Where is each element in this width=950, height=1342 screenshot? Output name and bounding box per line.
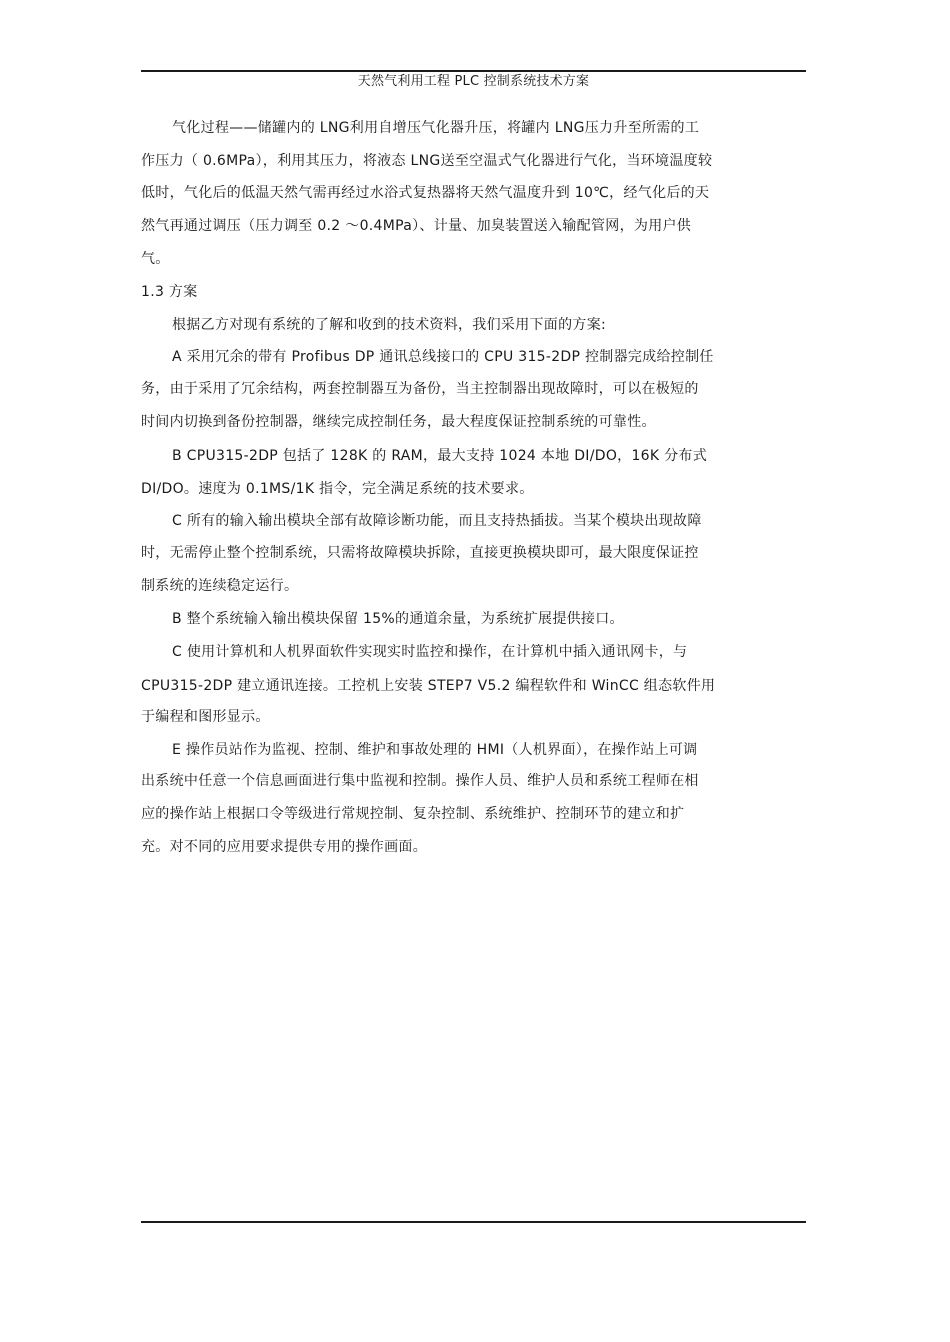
text-line: CPU315-2DP 建立通讯连接。工控机上安装 STEP7 V5.2 编程软件和 WinCC 组态软件用 [141, 678, 716, 694]
text-line: E 操作员站作为监视、控制、维护和事故处理的 HMI（人机界面），在操作站上可调 [172, 742, 698, 758]
text-line: 时，无需停止整个控制系统，只需将故障模块拆除，直接更换模块即可，最大限度保证控 [141, 545, 699, 561]
text-line: 出系统中任意一个信息画面进行集中监视和控制。操作人员、维护人员和系统工程师在相 [141, 773, 699, 789]
footer-rule [141, 1221, 806, 1223]
text-line: 气化过程——储罐内的 LNG利用自增压气化器升压，将罐内 LNG压力升至所需的工 [172, 120, 700, 136]
text-line: C 使用计算机和人机界面软件实现实时监控和操作，在计算机中插入通讯网卡，与 [172, 644, 688, 660]
page-header: 天然气利用工程 PLC 控制系统技术方案 [357, 74, 590, 89]
text-line: 根据乙方对现有系统的了解和收到的技术资料，我们采用下面的方案: [172, 317, 607, 333]
text-line: A 采用冗余的带有 Profibus DP 通讯总线接口的 CPU 315-2DP 控制器完成给控制任 [172, 349, 714, 365]
text-line: 时间内切换到备份控制器，继续完成控制任务，最大程度保证控制系统的可靠性。 [141, 414, 656, 430]
header-rule [141, 70, 806, 72]
text-line: 作压力（ 0.6MPa），利用其压力，将液态 LNG送至空温式气化器进行气化，当环境温度较 [141, 153, 713, 169]
text-line: B CPU315-2DP 包括了 128K 的 RAM，最大支持 1024 本地 DI/DO，16K 分布式 [172, 448, 707, 464]
section-heading: 1.3 方案 [141, 284, 198, 300]
text-line: 低时，气化后的低温天然气需再经过水浴式复热器将天然气温度升到 10℃，经气化后的天 [141, 185, 710, 201]
text-line: 气。 [141, 251, 170, 267]
text-line: 务，由于采用了冗余结构，两套控制器互为备份，当主控制器出现故障时，可以在极短的 [141, 381, 699, 397]
text-line: 充。对不同的应用要求提供专用的操作画面。 [141, 839, 427, 855]
text-line: 于编程和图形显示。 [141, 709, 270, 725]
text-line: 应的操作站上根据口令等级进行常规控制、复杂控制、系统维护、控制环节的建立和扩 [141, 806, 685, 822]
text-line: 然气再通过调压（压力调至 0.2 ～0.4MPa）、计量、加臭装置送入输配管网，为用户供 [141, 218, 692, 234]
text-line: B 整个系统输入输出模块保留 15%的通道余量，为系统扩展提供接口。 [172, 611, 624, 627]
text-line: DI/DO。速度为 0.1MS/1K 指令，完全满足系统的技术要求。 [141, 481, 534, 497]
text-line: C 所有的输入输出模块全部有故障诊断功能，而且支持热插拔。当某个模块出现故障 [172, 513, 702, 529]
text-line: 制系统的连续稳定运行。 [141, 578, 299, 594]
